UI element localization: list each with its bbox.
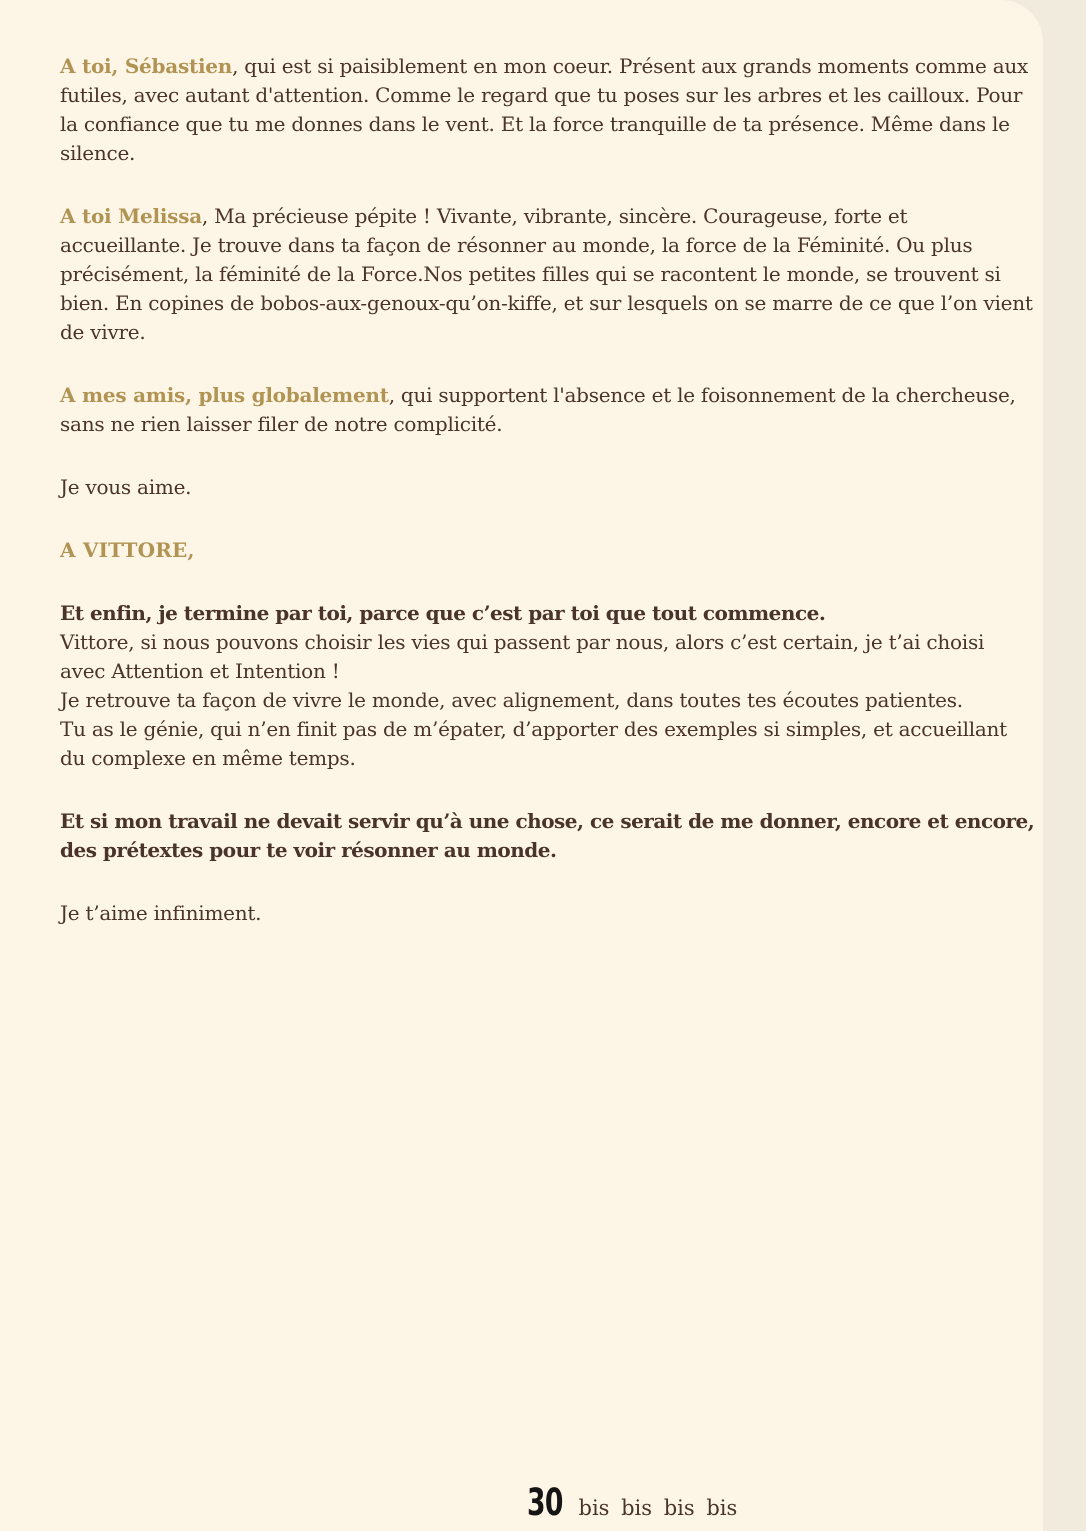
paragraph-vittore [60, 599, 1035, 773]
paragraph-amis [60, 381, 1035, 439]
vittore-line-choisi: Vittore, si nous pouvons choisir les vies qui passent par nous, alors c’est certain, je t’ai choisi avec Attention et Intention ! [60, 630, 985, 683]
line-je-vous-aime: Je vous aime. [60, 475, 192, 499]
dedication-lead-sebastien: A toi, Sébastien [60, 54, 233, 78]
paragraph-melissa [60, 202, 1035, 347]
vittore-line-genie: Tu as le génie, qui n’en finit pas de m’épater, d’apporter des exemples si simples, et accueillant du complexe en même temps. [60, 717, 1007, 770]
paragraph-sebastien [60, 52, 1035, 168]
dedication-lead-melissa: A toi Melissa [60, 204, 202, 228]
dedication-body-sebastien: , qui est si paisiblement en mon coeur. Présent aux grands moments comme aux futiles, avec autant d'attention. Comme le regard que tu poses sur les arbres et les cailloux. Pour la confiance que tu me donnes dans le vent. Et la force tranquille de ta présence. Même dans le silence. [60, 54, 1029, 165]
vittore-bold-intro: Et enfin, je termine par toi, parce que c’est par toi que tout commence. [60, 601, 826, 625]
dedication-body-melissa: , Ma précieuse pépite ! Vivante, vibrante, sincère. Courageuse, forte et accueillante. Je trouve dans ta façon de résonner au monde, la force de la Féminité. Ou plus précisément, la féminité de la Force.Nos petites filles qui se racontent le monde, se trouvent si bien. En copines de bobos-aux-genoux-qu’on-kiffe, et sur lesquels on se marre de ce que l’on vient de vivre. [60, 204, 1033, 344]
vittore-line-ecoutes: Je retrouve ta façon de vivre le monde, avec alignement, dans toutes tes écoutes patientes. [60, 688, 963, 712]
section-heading-vittore: A VITTORE, [60, 538, 195, 562]
dedication-lead-amis: A mes amis, plus globalement [60, 383, 389, 407]
page-number: 30 [527, 1481, 563, 1524]
line-je-taime-infiniment: Je t’aime infiniment. [60, 901, 262, 925]
dedication-body-amis: , qui supportent l'absence et le foisonnement de la chercheuse, sans ne rien laisser filer de notre complicité. [60, 383, 1016, 436]
paragraph-bold-closing: Et si mon travail ne devait servir qu’à une chose, ce serait de me donner, encore et encore, des prétextes pour te voir résonner au monde. [60, 809, 1035, 862]
page-text-block [60, 52, 1035, 962]
page-footer [527, 1481, 737, 1524]
page-number-suffix: bis bis bis bis [578, 1496, 738, 1520]
